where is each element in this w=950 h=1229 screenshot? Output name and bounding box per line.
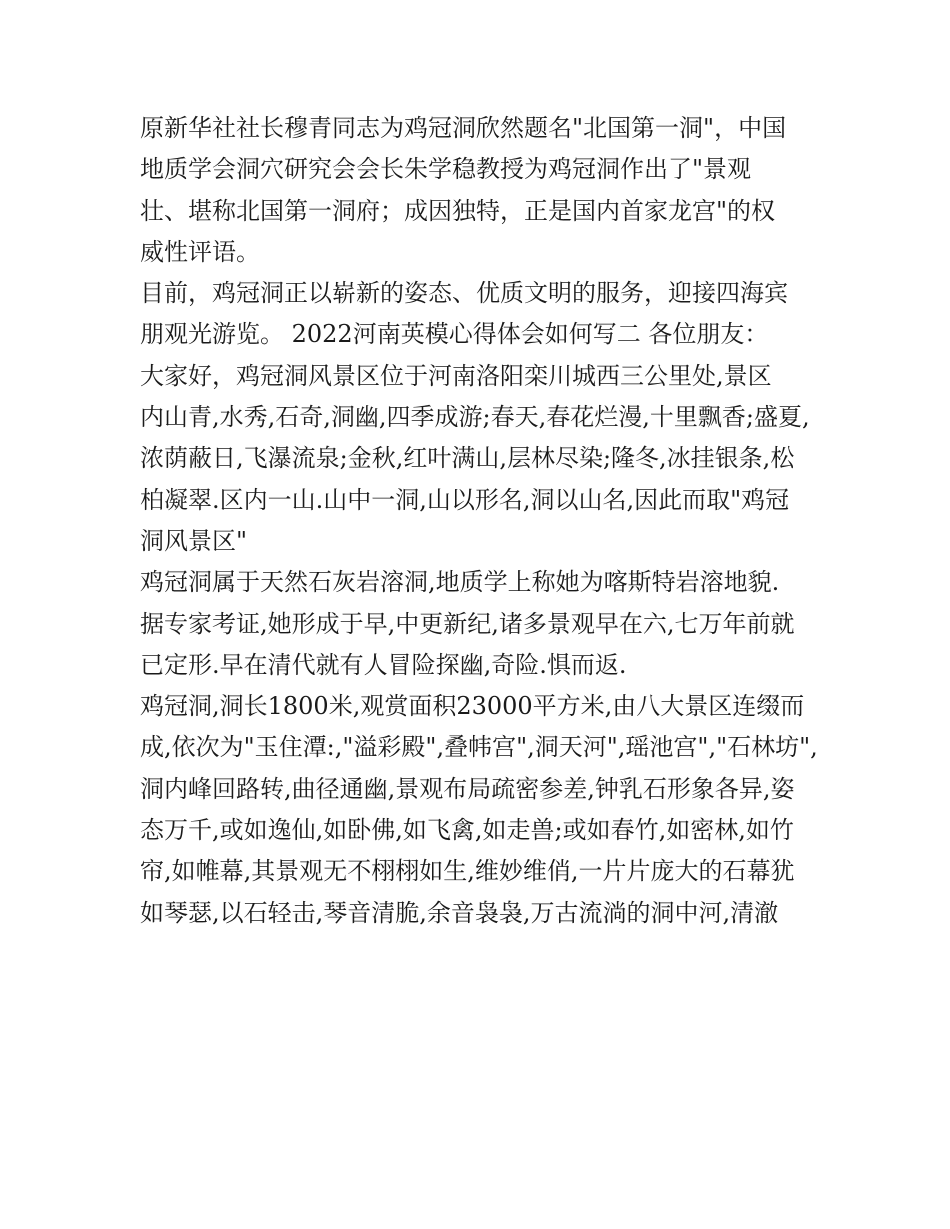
text-line: 洞风景区" (140, 526, 248, 555)
text-line: 洞内峰回路转,曲径通幽,景观布局疏密参差,钟乳石形象各异,姿 (140, 774, 795, 803)
text-line: 浓荫蔽日,飞瀑流泉;金秋,红叶满山,层林尽染;隆冬,冰挂银条,松 (140, 444, 795, 473)
text-line: 柏凝翠.区内一山.山中一洞,山以形名,洞以山名,因此而取"鸡冠 (140, 485, 790, 514)
text-line: 地质学会洞穴研究会会长朱学稳教授为鸡冠洞作出了"景观 (140, 155, 752, 184)
document-body (140, 108, 820, 934)
text-line: 态万千,或如逸仙,如卧佛,如飞禽,如走兽;或如春竹,如密林,如竹 (140, 816, 794, 845)
text-line: 已定形.早在清代就有人冒险探幽,奇险.惧而返. (140, 650, 627, 679)
text-line: 原新华社社长穆青同志为鸡冠洞欣然题名"北国第一洞"，中国 (140, 114, 787, 142)
paragraph-4 (140, 562, 820, 686)
text-line: 据专家考证,她形成于早,中更新纪,诸多景观早在六,七万年前就 (140, 609, 795, 638)
text-line: 如琴瑟,以石轻击,琴音清脆,余音袅袅,万古流淌的洞中河,清澈 (140, 898, 779, 927)
paragraph-5 (140, 686, 820, 934)
text-line: 成,依次为"玉住潭:,"溢彩殿",叠帏宫",洞天河",瑶池宫","石林坊", (140, 733, 818, 762)
text-line: 壮、堪称北国第一洞府；成因独特，正是国内首家龙宫"的权 (140, 196, 776, 225)
paragraph-1 (140, 108, 820, 273)
text-line: 大家好，鸡冠洞风景区位于河南洛阳栾川城西三公里处,景区 (140, 361, 772, 390)
text-line: 目前，鸡冠洞正以崭新的姿态、优质文明的服务，迎接四海宾 (140, 279, 788, 308)
text-line: 威性评语。 (140, 237, 260, 266)
text-line: 内山青,水秀,石奇,洞幽,四季成游;春天,春花烂漫,十里飘香;盛夏, (140, 403, 810, 432)
text-line: 鸡冠洞属于天然石灰岩溶洞,地质学上称她为喀斯特岩溶地貌. (140, 568, 780, 597)
paragraph-2 (140, 273, 820, 356)
text-line: 帘,如帷幕,其景观无不栩栩如生,维妙维俏,一片片庞大的石幕犹 (140, 857, 795, 886)
paragraph-3 (140, 356, 820, 562)
text-line: 鸡冠洞,洞长1800米,观赏面积23000平方米,由八大景区连缀而 (140, 692, 805, 721)
text-line: 朋观光游览。 2022河南英模心得体会如何写二 各位朋友： (140, 320, 769, 349)
